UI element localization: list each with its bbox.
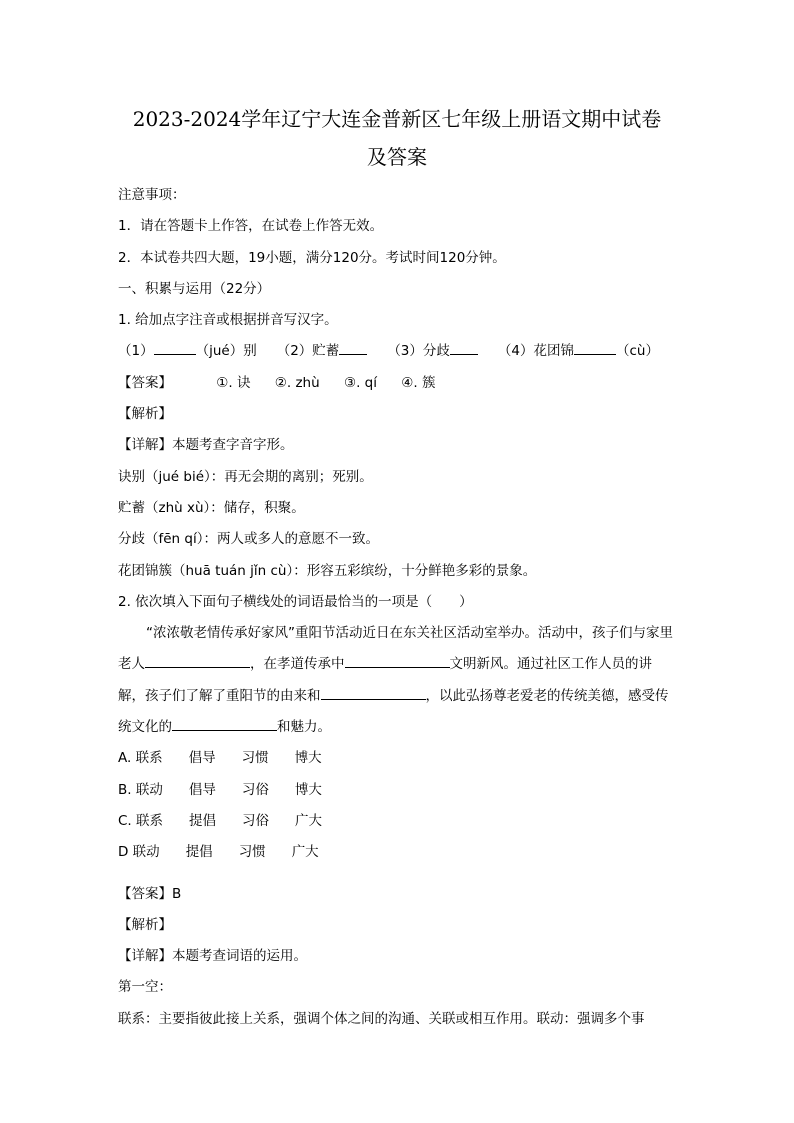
notice-item: 1．请在答题卡上作答，在试卷上作答无效。 bbox=[118, 218, 384, 235]
detail-line: 【详解】本题考查字音字形。 bbox=[118, 437, 294, 454]
title-line-2: 及答案 bbox=[367, 145, 427, 169]
question-1-parts: （1） （jué）别 （2）贮蓄 （3）分歧 （4）花团锦 （cù） bbox=[118, 336, 678, 367]
blank bbox=[154, 340, 196, 355]
explanation-line: 花团锦簇（huā tuán jǐn cù）：形容五彩缤纷，十分鲜艳多彩的景象。 bbox=[118, 562, 537, 579]
question-1-stem: 1. 给加点字注音或根据拼音写汉字。 bbox=[118, 312, 338, 329]
option-d: D 联动 提倡 习惯 广大 bbox=[118, 844, 319, 861]
blank bbox=[145, 653, 250, 668]
explanation-line: 诀别（jué bié）：再无会期的离别；死别。 bbox=[118, 468, 373, 485]
option-a: A. 联系 倡导 习惯 博大 bbox=[118, 750, 322, 767]
blank bbox=[172, 716, 277, 731]
analysis-label: 【解析】 bbox=[118, 406, 172, 423]
document-body bbox=[118, 180, 678, 1035]
explanation-line: 分歧（fēn qí）：两人或多人的意愿不一致。 bbox=[118, 531, 379, 548]
detail-line: 【详解】本题考查词语的运用。 bbox=[118, 948, 307, 965]
blank bbox=[321, 685, 426, 700]
notice-heading: 注意事项： bbox=[118, 187, 186, 203]
blank bbox=[339, 340, 367, 355]
question-2-stem: 2. 依次填入下面句子横线处的词语最恰当的一项是（ ） bbox=[118, 593, 473, 610]
title-line-1: 2023-2024学年辽宁大连金普新区七年级上册语文期中试卷 bbox=[132, 107, 662, 131]
option-b: B. 联动 倡导 习俗 博大 bbox=[118, 781, 322, 798]
question-2-passage: “浓浓敬老情传承好家风”重阳节活动近日在东关社区活动室举办。活动中，孩子们与家里老人 ，在孝道传承中 文明新风。通过社区工作人员的讲解，孩子们了解了重阳节的由来和 ，以此弘扬尊老爱老的传统美德，感受传统文化的 和魅力。 bbox=[118, 625, 673, 736]
document-title bbox=[100, 100, 694, 176]
explanation-line: 贮蓄（zhù xù）：储存，积聚。 bbox=[118, 499, 305, 516]
analysis-label: 【解析】 bbox=[118, 916, 172, 933]
blank bbox=[574, 340, 616, 355]
question-2-answer: 【答案】B bbox=[118, 885, 182, 902]
question-1-answer: 【答案】 ①. 诀 ②. zhù ③. qí ④. 簇 bbox=[118, 374, 436, 391]
option-c: C. 联系 提倡 习俗 广大 bbox=[118, 812, 323, 829]
blank bbox=[345, 653, 450, 668]
section-heading: 一、积累与运用（22分） bbox=[118, 280, 271, 297]
notice-item: 2．本试卷共四大题，19小题，满分120分。考试时间120分钟。 bbox=[118, 249, 506, 266]
first-blank-label: 第一空： bbox=[118, 979, 172, 996]
explanation-line: 联系：主要指彼此接上关系，强调个体之间的沟通、关联或相互作用。联动：强调多个事 bbox=[118, 1010, 645, 1027]
blank bbox=[450, 340, 478, 355]
